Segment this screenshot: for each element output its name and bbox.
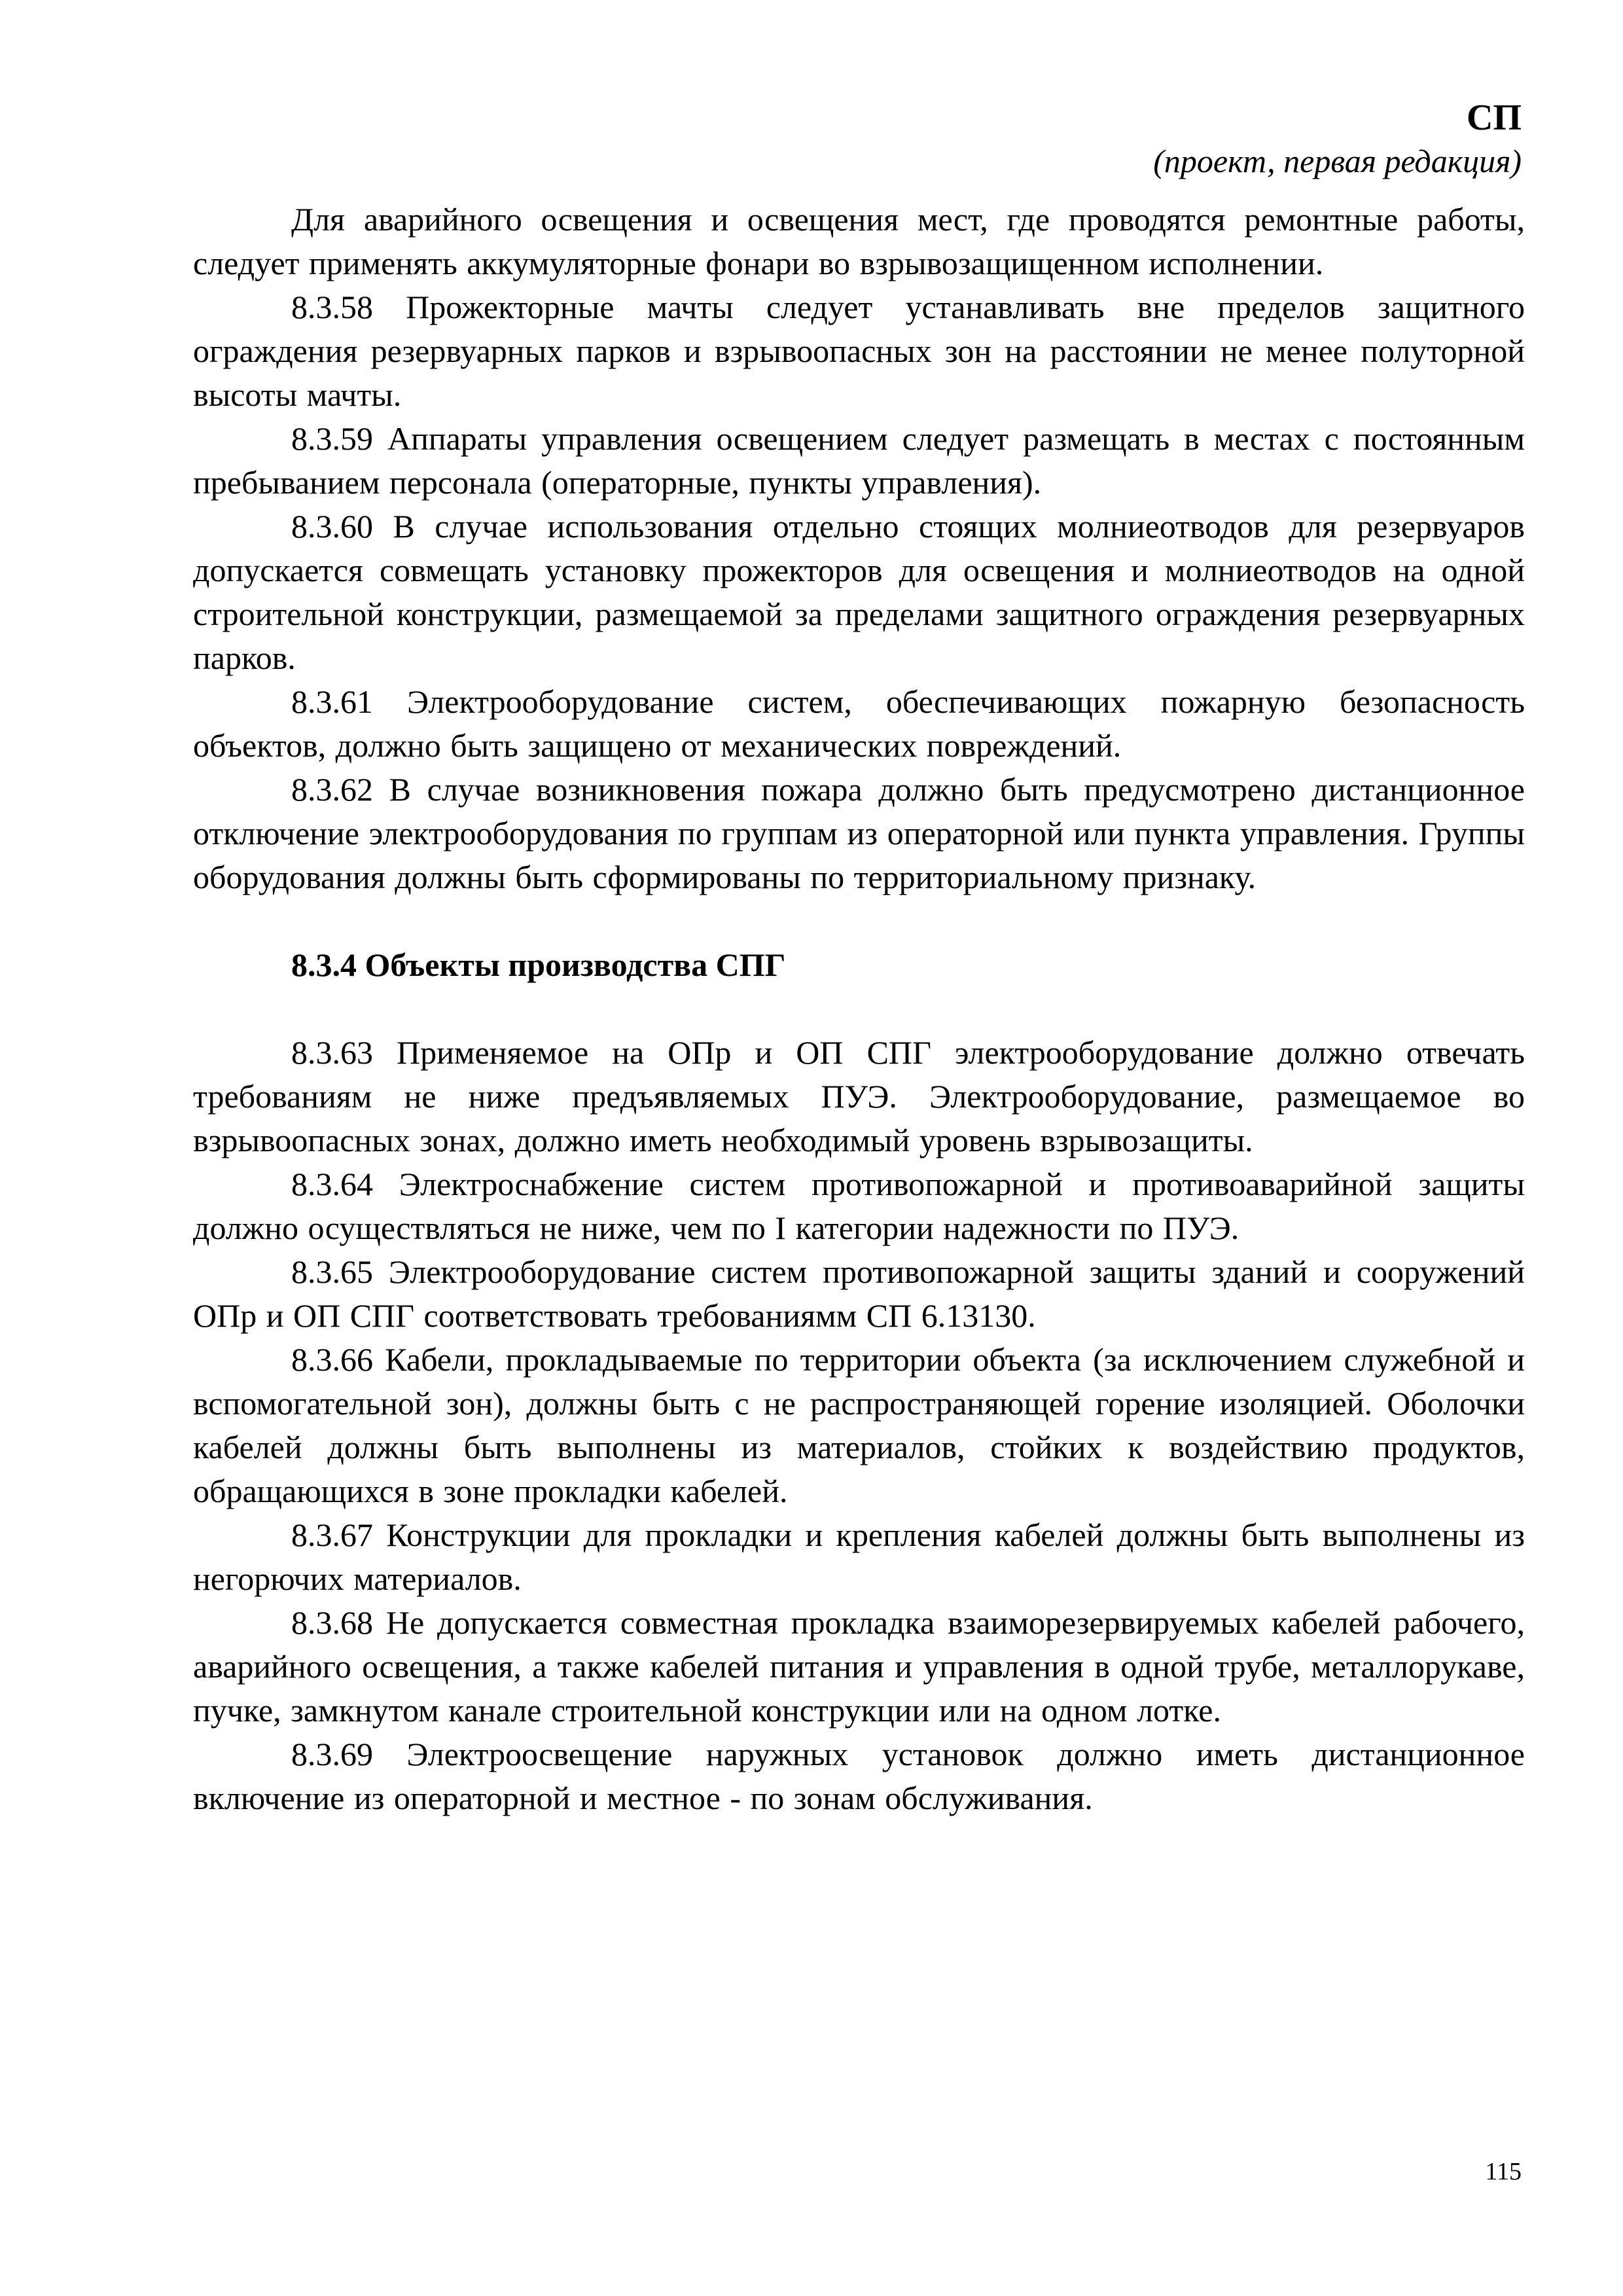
clause-8-3-63: 8.3.63 Применяемое на ОПр и ОП СПГ электрооборудование должно отвечать требованиям не ниже предъявляемых ПУЭ. Электрооборудование, размещаемое во взрывоопасных зонах, должно иметь необходимый уровень взрывозащиты.: [193, 1034, 1525, 1158]
clause-8-3-66: 8.3.66 Кабели, прокладываемые по территории объекта (за исключением служебной и вспомогательной зон), должны быть с не распространяющей горение изоляцией. Оболочки кабелей должны быть выполнены из материалов, стойких к воздействию продуктов, обращающихся в зоне прокладки кабелей.: [193, 1341, 1525, 1509]
document-body: [193, 198, 1525, 1820]
page-number: 115: [1485, 2158, 1522, 2185]
clause-8-3-68: 8.3.68 Не допускается совместная прокладка взаиморезервируемых кабелей рабочего, аварийного освещения, а также кабелей питания и управления в одной трубе, металлорукаве, пучке, замкнутом канале строительной конструкции или на одном лотке.: [193, 1604, 1525, 1729]
clause-8-3-62: 8.3.62 В случае возникновения пожара должно быть предусмотрено дистанционное отключение электрооборудования по группам из операторной или пункта управления. Группы оборудования должны быть сформированы по территориальному признаку.: [193, 771, 1525, 895]
clause-8-3-69: 8.3.69 Электроосвещение наружных установок должно иметь дистанционное включение из операторной и местное - по зонам обслуживания.: [193, 1736, 1525, 1816]
clause-8-3-65: 8.3.65 Электрооборудование систем противопожарной защиты зданий и сооружений ОПр и ОП СПГ соответствовать требованиямм СП 6.13130.: [193, 1253, 1525, 1334]
clause-8-3-67: 8.3.67 Конструкции для прокладки и крепления кабелей должны быть выполнены из негорючих материалов.: [193, 1516, 1525, 1597]
paragraph: Для аварийного освещения и освещения мест, где проводятся ремонтные работы, следует применять аккумуляторные фонари во взрывозащищенном исполнении.: [193, 201, 1525, 281]
clause-8-3-60: 8.3.60 В случае использования отдельно стоящих молниеотводов для резервуаров допускается совмещать установку прожекторов для освещения и молниеотводов на одной строительной конструкции, размещаемой за пределами защитного ограждения резервуарных парков.: [193, 508, 1525, 676]
document-status: (проект, первая редакция): [1153, 143, 1522, 179]
clause-8-3-61: 8.3.61 Электрооборудование систем, обеспечивающих пожарную безопасность объектов, должно быть защищено от механических повреждений.: [193, 683, 1525, 764]
section-heading: 8.3.4 Объекты производства СПГ: [291, 946, 786, 983]
clause-8-3-59: 8.3.59 Аппараты управления освещением следует размещать в местах с постоянным пребыванием персонала (операторные, пункты управления).: [193, 420, 1525, 501]
clause-8-3-58: 8.3.58 Прожекторные мачты следует устанавливать вне пределов защитного ограждения резервуарных парков и взрывоопасных зон на расстоянии не менее полуторной высоты мачты.: [193, 289, 1525, 413]
document-code: СП: [1467, 98, 1522, 138]
clause-8-3-64: 8.3.64 Электроснабжение систем противопожарной и противоаварийной защиты должно осуществляться не ниже, чем по I категории надежности по ПУЭ.: [193, 1166, 1525, 1246]
